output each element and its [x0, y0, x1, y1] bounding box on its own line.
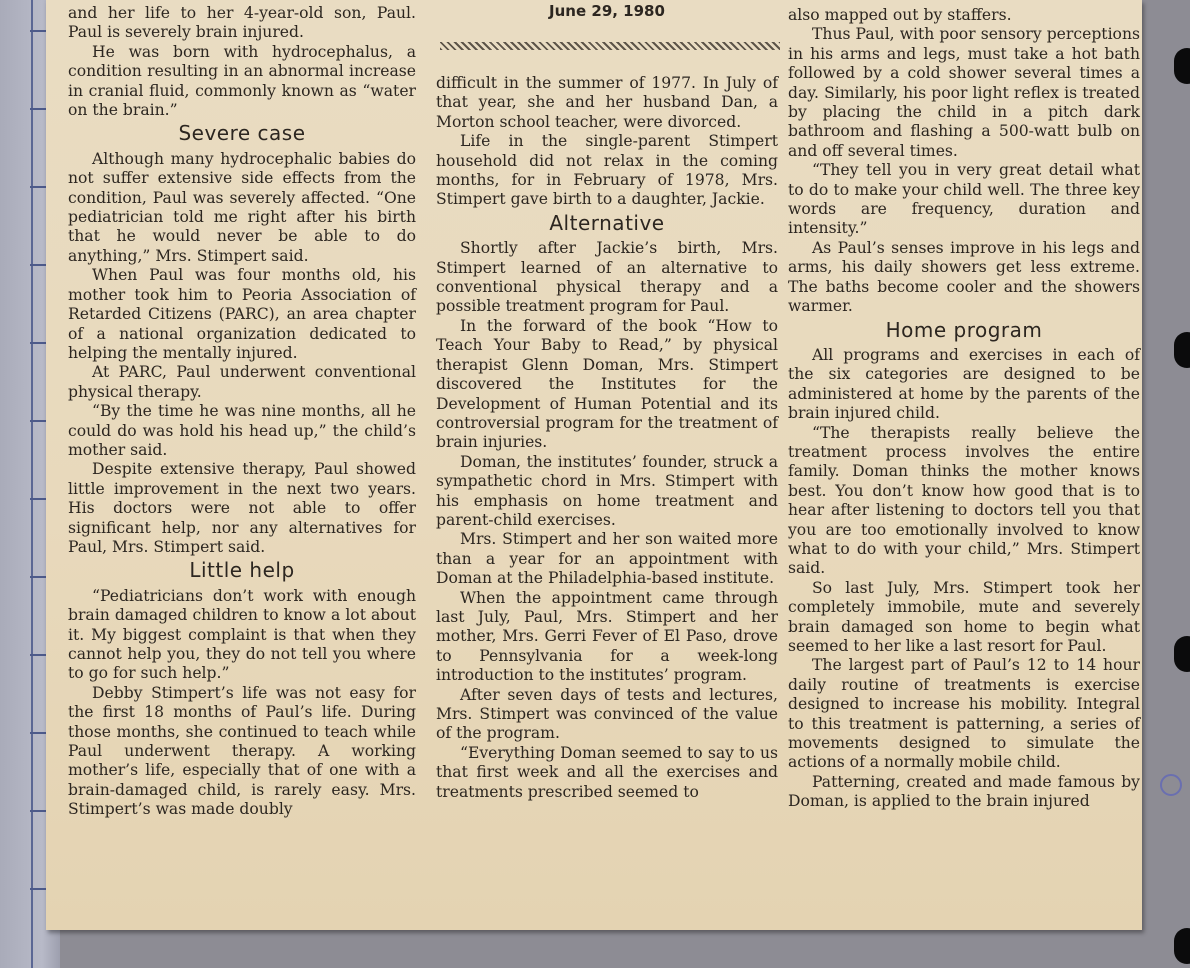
punch-hole — [1174, 332, 1190, 368]
punch-hole — [1174, 928, 1190, 964]
ornamental-divider — [440, 42, 780, 50]
paragraph: difficult in the summer of 1977. In July of that year, she and her husband Dan, a Morton school teacher, were divorced. — [436, 74, 778, 131]
binder-rule — [31, 0, 33, 968]
dateline: June 29, 1980 — [549, 2, 665, 20]
paragraph: “By the time he was nine months, all he could do was hold his head up,” the child’s mother said. — [68, 402, 416, 459]
column-3 — [788, 6, 1140, 812]
paragraph: Mrs. Stimpert and her son waited more than a year for an appointment with Doman at the Philadelphia-based institute. — [436, 530, 778, 588]
paragraph: “The therapists really believe the treatment process involves the entire family. Doman thinks the mother knows best. You don’t know how good that is to hear after listening to doctors tell you that you are too emotionally involved to know what to do with your child,” Mrs. Stimpert said. — [788, 423, 1140, 578]
paragraph: So last July, Mrs. Stimpert took her completely immobile, mute and severely brain damaged son home to begin what seemed to her like a last resort for Paul. — [788, 578, 1140, 655]
paragraph: The largest part of Paul’s 12 to 14 hour daily routine of treatments is exercise designed to increase his mobility. Integral to this treatment is patterning, a series of movements designed to simulate the actions of a normally mobile child. — [788, 656, 1140, 772]
paragraph: also mapped out by staffers. — [788, 6, 1012, 24]
paragraph: He was born with hydrocephalus, a condition resulting in an abnormal increase in cranial fluid, commonly known as “water on the brain.” — [68, 42, 416, 120]
paragraph: In the forward of the book “How to Teach Your Baby to Read,” by physical therapist Glenn Doman, Mrs. Stimpert discovered the Institutes for the Development of Human Potential and its controversial program for the treatment of brain injuries. — [436, 316, 778, 452]
paragraph: Although many hydrocephalic babies do not suffer extensive side effects from the condition, Paul was severely affected. “One pediatrician told me right after his birth that he would never be able to do anything,” Mrs. Stimpert said. — [68, 149, 416, 265]
paragraph: Despite extensive therapy, Paul showed little improvement in the next two years. His doctors were not able to offer significant help, nor any alternatives for Paul, Mrs. Stimpert said. — [68, 460, 416, 556]
paragraph: Patterning, created and made famous by Doman, is applied to the brain injured — [788, 772, 1140, 811]
paragraph: and her life to her 4-year-old son, Paul. Paul is severely brain injured. — [68, 4, 416, 42]
paragraph: Debby Stimpert’s life was not easy for the first 18 months of Paul’s life. During those months, she continued to teach while Paul underwent therapy. A working mother’s life, especially that of one with a brain-damaged child, is rarely easy. Mrs. Stimpert’s was made doubly — [68, 683, 416, 819]
paragraph: When Paul was four months old, his mother took him to Peoria Association of Retarded Citizens (PARC), an area chapter of a national organization dedicated to helping the mentally injured. — [68, 266, 416, 362]
paragraph: “They tell you in very great detail what to do to make your child well. The three key words are frequency, duration and intensity.” — [788, 161, 1140, 238]
subhead-alternative: Alternative — [549, 210, 665, 235]
paragraph: Life in the single-parent Stimpert household did not relax in the coming months, for in February of 1978, Mrs. Stimpert gave birth to a daughter, Jackie. — [436, 132, 778, 209]
paragraph: “Everything Doman seemed to say to us that first week and all the exercises and treatments prescribed seemed to — [436, 743, 778, 801]
subhead-little-help: Little help — [189, 558, 295, 583]
paragraph: After seven days of tests and lectures, Mrs. Stimpert was convinced of the value of the program. — [436, 685, 778, 743]
punch-hole — [1174, 636, 1190, 672]
column-1 — [68, 4, 416, 820]
paragraph: Doman, the institutes’ founder, struck a sympathetic chord in Mrs. Stimpert with his emphasis on home treatment and parent-child exercises. — [436, 452, 778, 529]
paragraph: At PARC, Paul underwent conventional physical therapy. — [68, 363, 416, 401]
subhead-severe-case: Severe case — [178, 121, 306, 146]
paragraph: When the appointment came through last July, Paul, Mrs. Stimpert and her mother, Mrs. Gerri Fever of El Paso, drove to Pennsylvania for a week-long introduction to the institutes’ program. — [436, 588, 778, 685]
subhead-home-program: Home program — [885, 317, 1043, 342]
paragraph: As Paul’s senses improve in his legs and arms, his daily showers get less extreme. The baths become cooler and the showers warmer. — [788, 238, 1140, 316]
ring-reinforcement — [1160, 774, 1182, 796]
paragraph: “Pediatricians don’t work with enough brain damaged children to know a lot about it. My biggest complaint is that when they cannot help you, they do not tell you where to go for such help.” — [68, 586, 416, 683]
paragraph: All programs and exercises in each of the six categories are designed to be administered at home by the parents of the brain injured child. — [788, 345, 1140, 423]
paragraph: Thus Paul, with poor sensory perceptions in his arms and legs, must take a hot bath followed by a cold shower several times a day. Similarly, his poor light reflex is treated by placing the child in a pitch dark bathroom and flashing a 500-watt bulb on and off several times. — [788, 25, 1140, 160]
newspaper-clipping — [46, 0, 1142, 930]
punch-hole — [1174, 48, 1190, 84]
paragraph: Shortly after Jackie’s birth, Mrs. Stimpert learned of an alternative to conventional physical therapy and a possible treatment program for Paul. — [436, 239, 778, 316]
column-2 — [436, 74, 778, 802]
